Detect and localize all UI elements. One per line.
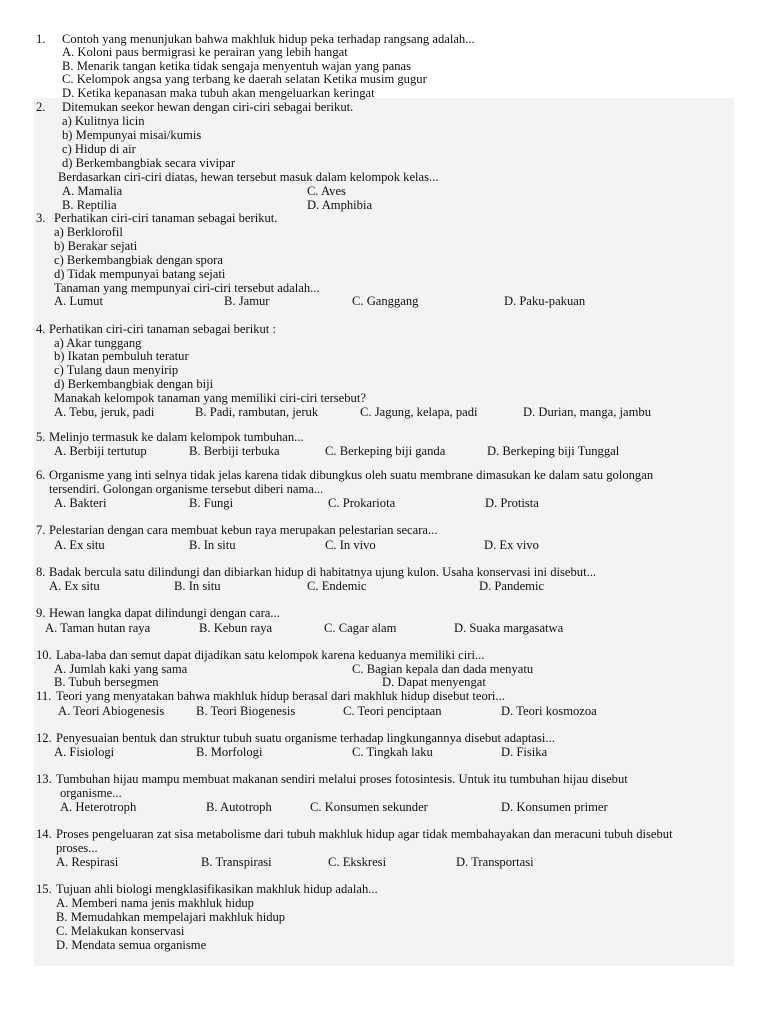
- question-4-item-d: d) Berkembangbiak dengan biji: [54, 377, 214, 391]
- question-1-option-b: B. Menarik tangan ketika tidak sengaja menyentuh wajan yang panas: [62, 59, 412, 73]
- question-2-item-b: b) Mempunyai misai/kumis: [62, 128, 202, 142]
- question-4-option-b: B. Padi, rambutan, jeruk: [195, 405, 319, 419]
- question-7-option-c: C. In vivo: [325, 538, 376, 552]
- question-3-item-d: d) Tidak mempunyai batang sejati: [54, 267, 226, 281]
- question-5-option-d: D. Berkeping biji Tunggal: [487, 444, 620, 458]
- question-8-option-c: C. Endemic: [307, 579, 367, 593]
- question-4-option-a: A. Tebu, jeruk, padi: [54, 405, 155, 419]
- question-3-stem: Perhatikan ciri-ciri tanaman sebagai berikut.: [54, 211, 278, 225]
- question-6-stem-line-2: tersendiri. Golongan organisme tersebut diberi nama...: [49, 482, 324, 496]
- question-15-option-a: A. Memberi nama jenis makhluk hidup: [56, 896, 254, 910]
- question-12-stem: Penyesuaian bentuk dan struktur tubuh suatu organisme terhadap lingkungannya disebut adaptasi...: [56, 731, 555, 745]
- question-11-stem: Teori yang menyatakan bahwa makhluk hidup berasal dari makhluk hidup disebut teori...: [56, 689, 505, 703]
- question-15-option-c: C. Melakukan konservasi: [56, 924, 185, 938]
- question-10-stem: Laba-laba dan semut dapat dijadikan satu kelompok karena keduanya memiliki ciri...: [56, 648, 485, 662]
- question-9-option-d: D. Suaka margasatwa: [454, 621, 564, 635]
- question-2-option-d: D. Amphibia: [307, 198, 373, 212]
- question-6-option-b: B. Fungi: [189, 496, 234, 510]
- question-5-number: 5.: [36, 430, 46, 444]
- question-12-option-a: A. Fisiologi: [54, 745, 115, 759]
- question-14-number: 14.: [36, 827, 52, 841]
- question-10-number: 10.: [36, 648, 52, 662]
- question-8-option-d: D. Pandemic: [479, 579, 545, 593]
- question-1-option-a: A. Koloni paus bermigrasi ke perairan yang lebih hangat: [62, 45, 348, 59]
- question-13-option-c: C. Konsumen sekunder: [310, 800, 428, 814]
- question-3-number: 3.: [36, 211, 46, 225]
- question-15-stem: Tujuan ahli biologi mengklasifikasikan makhluk hidup adalah...: [56, 882, 378, 896]
- question-15-option-b: B. Memudahkan mempelajari makhluk hidup: [56, 910, 286, 924]
- question-7-stem: Pelestarian dengan cara membuat kebun raya merupakan pelestarian secara...: [49, 523, 438, 537]
- question-14-option-a: A. Respirasi: [56, 855, 119, 869]
- question-3-prompt: Tanaman yang mempunyai ciri-ciri tersebut adalah...: [54, 281, 320, 295]
- question-3-option-d: D. Paku-pakuan: [504, 294, 586, 308]
- question-4-item-c: c) Tulang daun menyirip: [54, 363, 179, 377]
- question-4-number: 4.: [36, 322, 46, 336]
- question-9-stem: Hewan langka dapat dilindungi dengan cara...: [49, 606, 280, 620]
- question-14-stem-line-1: Proses pengeluaran zat sisa metabolisme dari tubuh makhluk hidup agar tidak membahayakan dan meracuni tubuh disebut: [56, 827, 673, 841]
- question-3-item-a: a) Berklorofil: [54, 225, 123, 239]
- question-4-prompt: Manakah kelompok tanaman yang memiliki ciri-ciri tersebut?: [54, 391, 366, 405]
- question-7-option-a: A. Ex situ: [54, 538, 105, 552]
- question-4-item-a: a) Akar tunggang: [54, 336, 142, 350]
- question-10-option-b: B. Tubuh bersegmen: [54, 675, 159, 689]
- question-7-option-d: D. Ex vivo: [484, 538, 539, 552]
- question-12-option-b: B. Morfologi: [196, 745, 263, 759]
- question-2-number: 2.: [36, 100, 46, 114]
- question-14-option-b: B. Transpirasi: [201, 855, 272, 869]
- question-4-option-c: C. Jagung, kelapa, padi: [360, 405, 478, 419]
- question-14-stem-line-2: proses...: [56, 841, 98, 855]
- question-4-item-b: b) Ikatan pembuluh teratur: [54, 349, 189, 363]
- question-1-option-d: D. Ketika kepanasan maka tubuh akan mengeluarkan keringat: [62, 86, 375, 100]
- question-15-number: 15.: [36, 882, 52, 896]
- question-15-option-d: D. Mendata semua organisme: [56, 938, 207, 952]
- question-1-stem: Contoh yang menunjukan bahwa makhluk hidup peka terhadap rangsang adalah...: [62, 32, 475, 46]
- question-8-option-b: B. In situ: [174, 579, 221, 593]
- question-8-stem: Badak bercula satu dilindungi dan dibiarkan hidup di habitatnya ujung kulon. Usaha konservasi ini disebut...: [49, 565, 597, 579]
- question-2-stem: Ditemukan seekor hewan dengan ciri-ciri sebagai berikut.: [62, 100, 354, 114]
- question-13-option-d: D. Konsumen primer: [501, 800, 608, 814]
- question-11-number: 11.: [36, 689, 52, 703]
- question-14-option-c: C. Ekskresi: [328, 855, 387, 869]
- question-9-option-a: A. Taman hutan raya: [45, 621, 151, 635]
- question-2-prompt: Berdasarkan ciri-ciri diatas, hewan tersebut masuk dalam kelompok kelas...: [58, 170, 439, 184]
- question-11-option-d: D. Teori kosmozoa: [501, 704, 597, 718]
- question-10-option-a: A. Jumlah kaki yang sama: [54, 662, 188, 676]
- question-5-option-c: C. Berkeping biji ganda: [325, 444, 446, 458]
- question-7-option-b: B. In situ: [189, 538, 236, 552]
- question-1-number: 1.: [36, 32, 46, 46]
- question-4-option-d: D. Durian, manga, jambu: [523, 405, 652, 419]
- question-5-option-b: B. Berbiji terbuka: [189, 444, 280, 458]
- question-4-stem: Perhatikan ciri-ciri tanaman sebagai berikut :: [49, 322, 276, 336]
- question-2-option-c: C. Aves: [307, 184, 346, 198]
- question-2-item-d: d) Berkembangbiak secara vivipar: [62, 156, 236, 170]
- question-14-option-d: D. Transportasi: [456, 855, 534, 869]
- question-13-stem-line-1: Tumbuhan hijau mampu membuat makanan sendiri melalui proses fotosintesis. Untuk itu tumbuhan hijau disebut: [56, 772, 628, 786]
- question-3-option-a: A. Lumut: [54, 294, 103, 308]
- question-9-number: 9.: [36, 606, 46, 620]
- question-11-option-a: A. Teori Abiogenesis: [58, 704, 165, 718]
- question-5-stem: Melinjo termasuk ke dalam kelompok tumbuhan...: [49, 430, 304, 444]
- question-7-number: 7.: [36, 523, 46, 537]
- question-10-option-d: D. Dapat menyengat: [382, 675, 486, 689]
- question-6-number: 6.: [36, 468, 46, 482]
- question-13-stem-line-2: organisme...: [60, 786, 122, 800]
- question-6-stem-line-1: Organisme yang inti selnya tidak jelas karena tidak dibungkus oleh suatu membrane dimasukan ke dalam satu golongan: [49, 468, 654, 482]
- question-12-option-d: D. Fisika: [501, 745, 548, 759]
- question-9-option-c: C. Cagar alam: [324, 621, 397, 635]
- question-6-option-a: A. Bakteri: [54, 496, 107, 510]
- question-6-option-d: D. Protista: [485, 496, 539, 510]
- question-11-option-b: B. Teori Biogenesis: [196, 704, 296, 718]
- question-2-option-b: B. Reptilia: [62, 198, 117, 212]
- question-5-option-a: A. Berbiji tertutup: [54, 444, 147, 458]
- question-10-option-c: C. Bagian kepala dan dada menyatu: [352, 662, 534, 676]
- question-13-number: 13.: [36, 772, 52, 786]
- question-13-option-b: B. Autotroph: [206, 800, 272, 814]
- question-6-option-c: C. Prokariota: [328, 496, 396, 510]
- question-12-option-c: C. Tingkah laku: [352, 745, 433, 759]
- question-8-number: 8.: [36, 565, 46, 579]
- question-13-option-a: A. Heterotroph: [60, 800, 137, 814]
- question-9-option-b: B. Kebun raya: [199, 621, 273, 635]
- question-2-item-c: c) Hidup di air: [62, 142, 136, 156]
- question-11-option-c: C. Teori penciptaan: [343, 704, 442, 718]
- question-2-item-a: a) Kulitnya licin: [62, 114, 145, 128]
- question-8-option-a: A. Ex situ: [49, 579, 100, 593]
- question-3-option-b: B. Jamur: [224, 294, 270, 308]
- question-3-option-c: C. Ganggang: [352, 294, 419, 308]
- question-2-option-a: A. Mamalia: [62, 184, 123, 198]
- question-3-item-b: b) Berakar sejati: [54, 239, 138, 253]
- question-1-option-c: C. Kelompok angsa yang terbang ke daerah selatan Ketika musim gugur: [62, 72, 427, 86]
- question-12-number: 12.: [36, 731, 52, 745]
- question-3-item-c: c) Berkembangbiak dengan spora: [54, 253, 223, 267]
